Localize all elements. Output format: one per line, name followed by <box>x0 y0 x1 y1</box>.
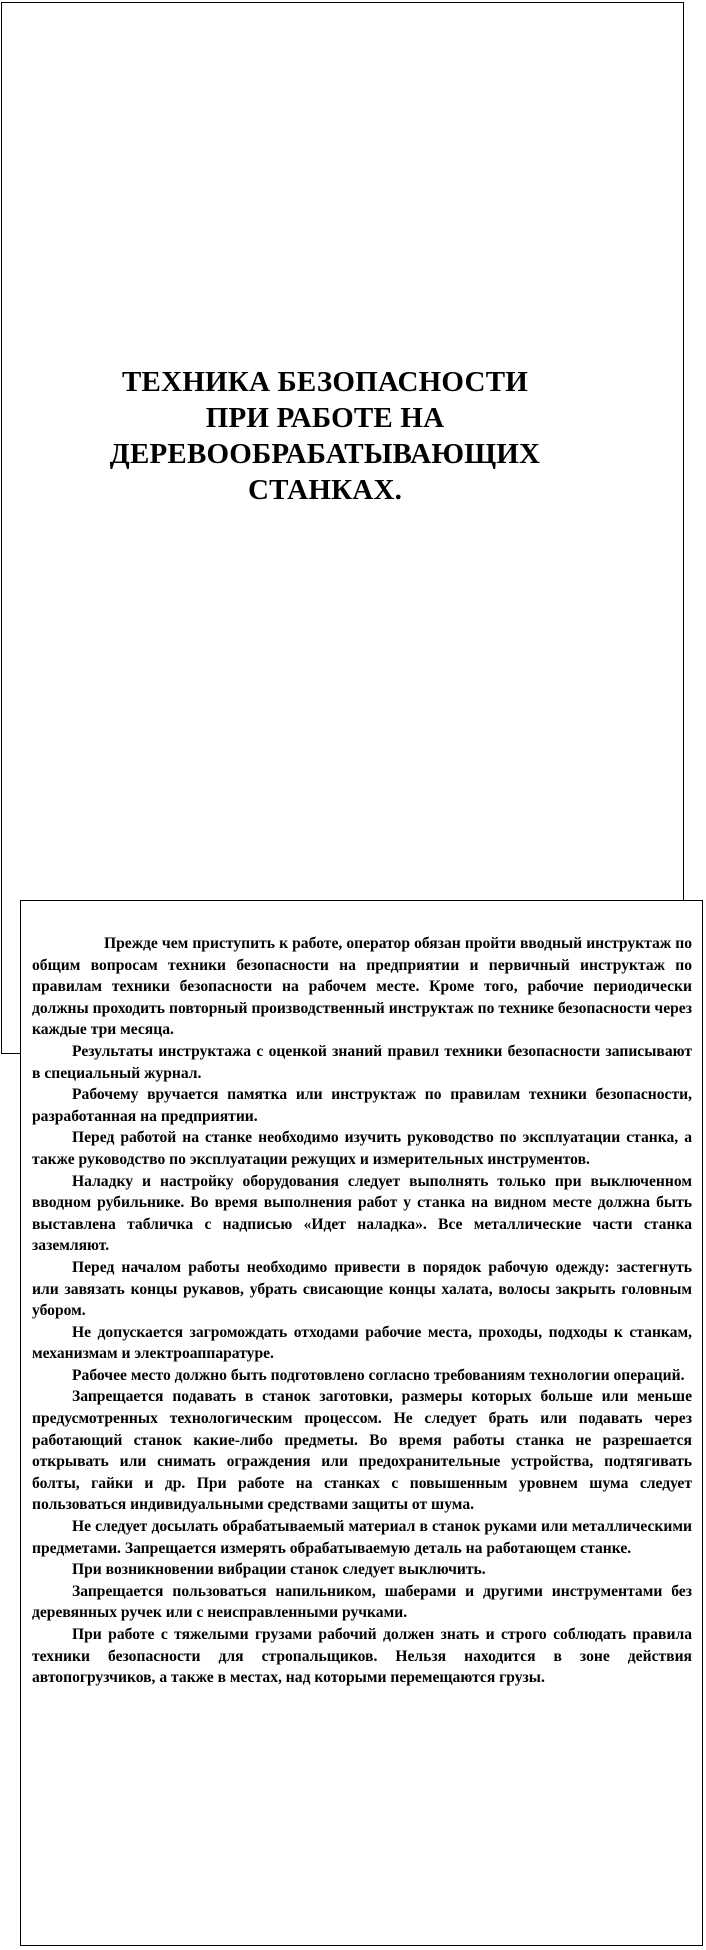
cover-title: ТЕХНИКА БЕЗОПАСНОСТИ ПРИ РАБОТЕ НА ДЕРЕВООБРАБАТЫВАЮЩИХ СТАНКАХ. <box>109 366 541 506</box>
paragraph-clutter: Не допускается загромождать отходами рабочие места, проходы, подходы к станкам, механизмам и электроаппаратуре. <box>32 1323 692 1363</box>
paragraph-tools: Запрещается пользоваться напильником, шаберами и другими инструментами без деревянных ручек или с неисправленными ручками. <box>32 1582 692 1622</box>
cover-page-frame <box>1 2 684 1054</box>
paragraph-setup: Наладку и настройку оборудования следует выполнять только при выключенном вводном рубильнике. Во время выполнения работ у станка на видном месте должна быть выставлена табличка с надписью «Идет наладка». Все металлические части станка заземляют. <box>32 1172 692 1255</box>
paragraph-pushing: Не следует досылать обрабатываемый материал в станок руками или металлическими предметами. Запрещается измерять обрабатываемую деталь на работающем станке. <box>32 1518 692 1557</box>
paragraph-vibration: При возникновении вибрации станок следует выключить. <box>72 1561 486 1579</box>
paragraph-clothing: Перед началом работы необходимо привести в порядок рабочую одежду: застегнуть или завязать концы рукавов, убрать свисающие концы халата, волосы закрыть головным убором. <box>32 1258 692 1320</box>
paragraph-manual: Перед работой на станке необходимо изучить руководство по эксплуатации станка, а также руководство по эксплуатации режущих и измерительных инструментов. <box>32 1129 692 1168</box>
paragraph-memo: Рабочему вручается памятка или инструктаж по правилам техники безопасности, разработанная на предприятии. <box>32 1086 692 1125</box>
paragraph-feeding: Запрещается подавать в станок заготовки, размеры которых больше или меньше предусмотренных технологическим процессом. Не следует брать или подавать через работающий станок какие-либо предметы. Во время работы станка не разрешается открывать или снимать ограждения или предохранительные устройства, подтягивать болты, гайки и др. При работе на станках с повышенным уровнем шума следует пользоваться индивидуальными средствами защиты от шума. <box>32 1388 692 1514</box>
paragraph-workplace: Рабочее место должно быть подготовлено согласно требованиям технологии операций. <box>72 1366 685 1384</box>
paragraph-briefing: Прежде чем приступить к работе, оператор обязан пройти вводный инструктаж по общим вопросам техники безопасности на предприятии и первичный инструктаж по правилам техники безопасности на рабочем месте. Кроме того, рабочие периодически должны проходить повторный производственный инструктаж по технике безопасности через каждые три месяца. <box>32 935 692 1039</box>
paragraph-loads: При работе с тяжелыми грузами рабочий должен знать и строго соблюдать правила техники безопасности для стропальщиков. Нельзя находится в зоне действия автопогрузчиков, а также в местах, над которыми перемещаются грузы. <box>32 1626 692 1687</box>
body-text <box>32 933 692 1689</box>
paragraph-journal: Результаты инструктажа с оценкой знаний правил техники безопасности записывают в специальный журнал. <box>32 1042 692 1082</box>
